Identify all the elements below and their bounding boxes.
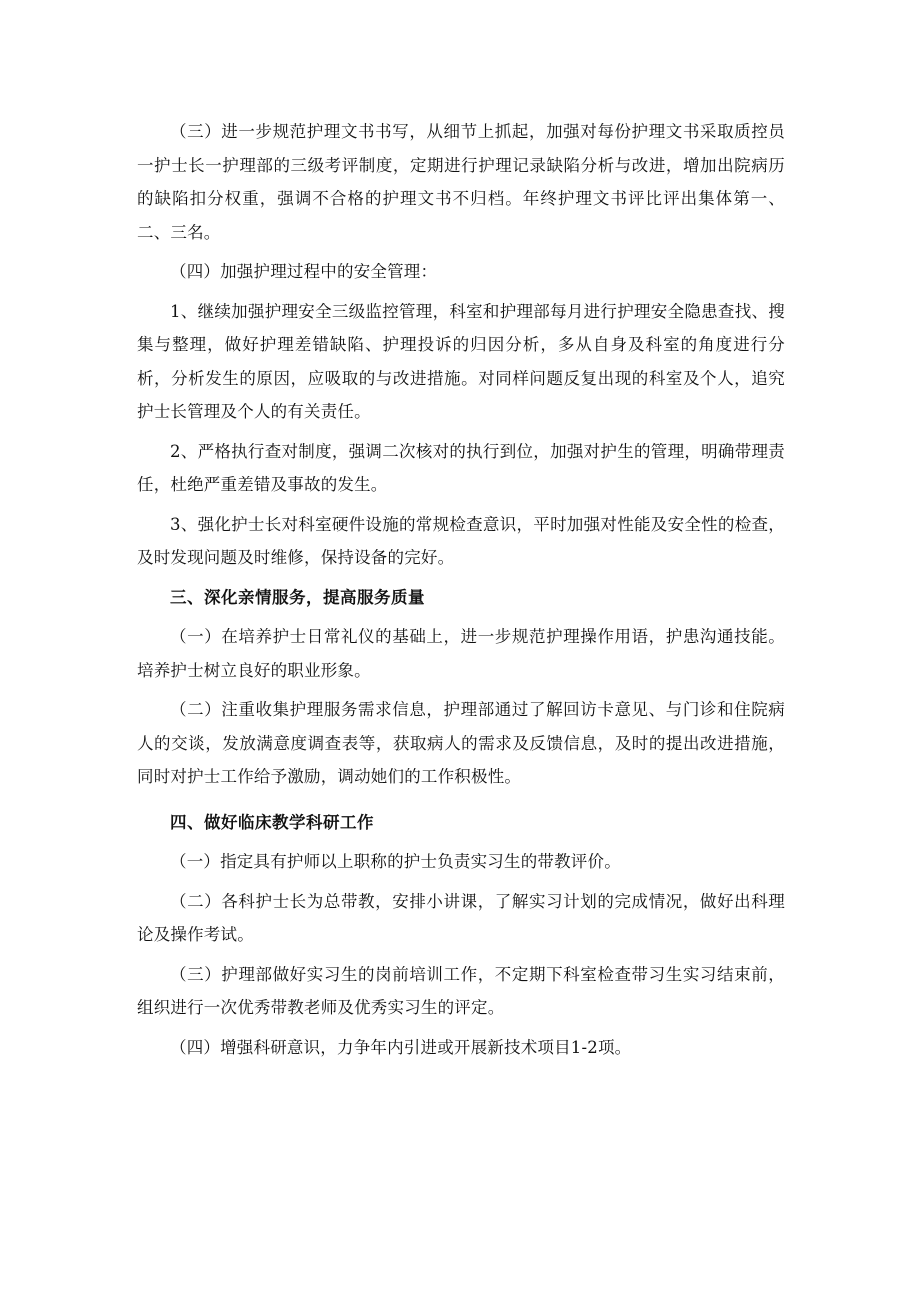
document-body [137, 110, 785, 1064]
paragraph-teaching-training: （三）护理部做好实习生的岗前培训工作，不定期下科室检查带习生实习结束前，组织进行一次优秀带教老师及优秀实习生的评定。 [137, 964, 785, 1017]
paragraph-nursing-records: （三）进一步规范护理文书书写，从细节上抓起，加强对每份护理文书采取质控员一护士长一护理部的三级考评制度，定期进行护理记录缺陷分析与改进，增加出院病历的缺陷扣分权重，强调不合格的护理文书不归档。年终护理文书评比评出集体第一、二、三名。 [137, 122, 785, 242]
paragraph-research: （四）增强科研意识，力争年内引进或开展新技术项目1-2项。 [170, 1037, 632, 1057]
section-heading-service: 三、深化亲情服务，提高服务质量 [170, 587, 425, 607]
paragraph-safety-item-1: 1、继续加强护理安全三级监控管理，科室和护理部每月进行护理安全隐患查找、搜集与整理，做好护理差错缺陷、护理投诉的归因分析，多从自身及科室的角度进行分析，分析发生的原因，应吸取的与改进措施。对同样问题反复出现的科室及个人，追究护士长管理及个人的有关责任。 [137, 301, 785, 421]
paragraph-service-etiquette: （一）在培养护士日常礼仪的基础上，进一步规范护理操作用语，护患沟通技能。培养护士树立良好的职业形象。 [137, 627, 785, 680]
paragraph-teaching-evaluation: （一）指定具有护师以上职称的护士负责实习生的带教评价。 [170, 852, 621, 871]
paragraph-teaching-lectures: （二）各科护士长为总带教，安排小讲课，了解实习计划的完成情况，做好出科理论及操作考试。 [137, 891, 785, 944]
paragraph-safety-management: （四）加强护理过程中的安全管理： [170, 262, 438, 281]
section-heading-teaching: 四、做好临床教学科研工作 [170, 812, 374, 832]
paragraph-safety-item-3: 3、强化护士长对科室硬件设施的常规检查意识，平时加强对性能及安全性的检查，及时发现问题及时维修，保持设备的完好。 [137, 514, 785, 567]
paragraph-safety-item-2: 2、严格执行查对制度，强调二次核对的执行到位，加强对护生的管理，明确带理责任，杜绝严重差错及事故的发生。 [137, 441, 785, 494]
paragraph-service-feedback: （二）注重收集护理服务需求信息，护理部通过了解回访卡意见、与门诊和住院病人的交谈，发放满意度调查表等，获取病人的需求及反馈信息，及时的提出改进措施，同时对护士工作给予激励，调动她们的工作积极性。 [137, 700, 785, 786]
